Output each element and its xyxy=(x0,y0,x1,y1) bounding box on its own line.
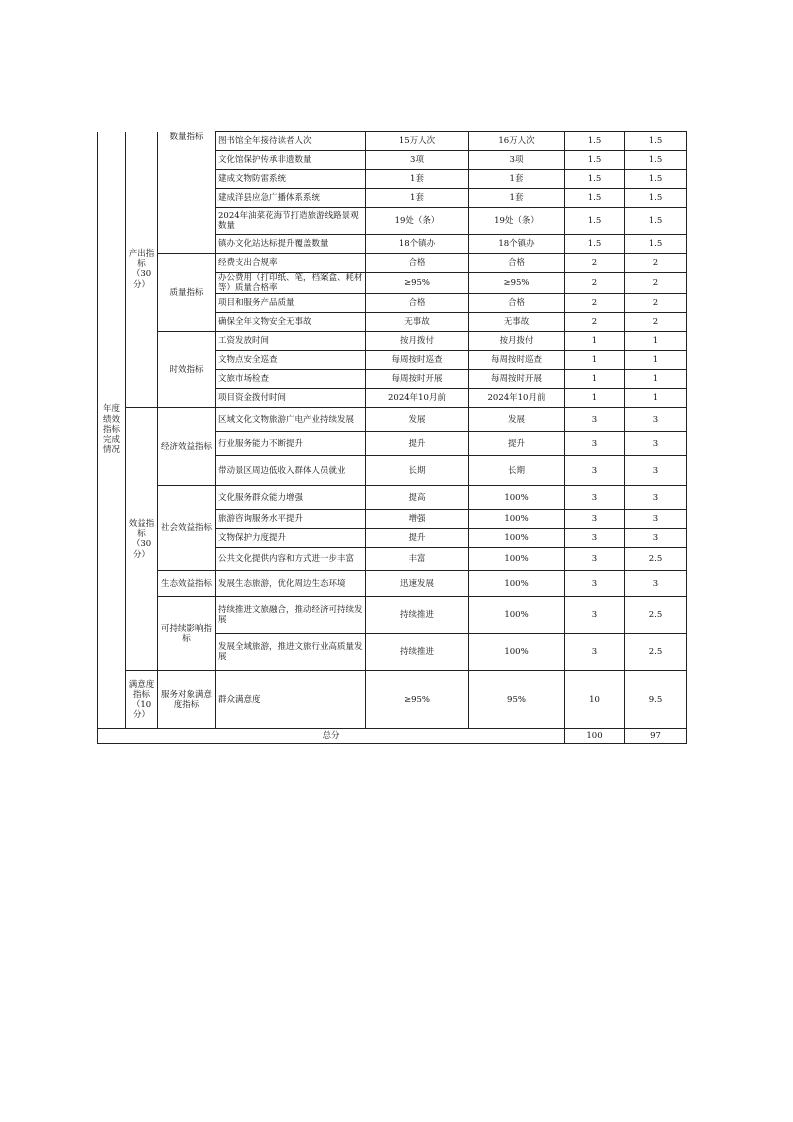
score-value: 1 xyxy=(625,332,687,351)
indicator-name: 图书馆全年接待读者人次 xyxy=(216,132,366,151)
total-weight: 100 xyxy=(565,729,625,744)
target-value: 提高 xyxy=(366,486,469,510)
score-value: 2 xyxy=(625,313,687,332)
weight-value: 3 xyxy=(565,432,625,456)
actual-value: 3项 xyxy=(469,151,565,170)
indicator-name: 行业服务能力不断提升 xyxy=(216,432,366,456)
score-value: 1.5 xyxy=(625,189,687,208)
target-value: 持续推进 xyxy=(366,597,469,634)
weight-value: 3 xyxy=(565,456,625,486)
table-row xyxy=(98,486,687,510)
actual-value: 100% xyxy=(469,548,565,571)
score-value: 3 xyxy=(625,408,687,432)
weight-value: 2 xyxy=(565,254,625,273)
subgroup-label-timeliness: 时效指标 xyxy=(158,332,216,408)
actual-value: 每周按时开展 xyxy=(469,370,565,389)
indicator-name: 建成文物防雷系统 xyxy=(216,170,366,189)
weight-value: 1.5 xyxy=(565,170,625,189)
target-value: 增强 xyxy=(366,510,469,529)
target-value: 每周按时巡查 xyxy=(366,351,469,370)
actual-value: 无事故 xyxy=(469,313,565,332)
target-value: 按月拨付 xyxy=(366,332,469,351)
score-value: 3 xyxy=(625,529,687,548)
actual-value: 100% xyxy=(469,529,565,548)
actual-value: 19处（条） xyxy=(469,208,565,235)
score-value: 1 xyxy=(625,351,687,370)
score-value: 2.5 xyxy=(625,548,687,571)
actual-value: 1套 xyxy=(469,189,565,208)
score-value: 1.5 xyxy=(625,235,687,254)
table-row xyxy=(98,671,687,729)
indicator-name: 工资发放时间 xyxy=(216,332,366,351)
weight-value: 1.5 xyxy=(565,132,625,151)
actual-value: 合格 xyxy=(469,294,565,313)
actual-value: 提升 xyxy=(469,432,565,456)
total-score: 97 xyxy=(625,729,687,744)
actual-value: 100% xyxy=(469,634,565,671)
target-value: 19处（条） xyxy=(366,208,469,235)
indicator-name: 确保全年文物安全无事故 xyxy=(216,313,366,332)
subgroup-label-quality: 质量指标 xyxy=(158,254,216,332)
score-value: 3 xyxy=(625,486,687,510)
weight-value: 3 xyxy=(565,597,625,634)
indicator-name: 镇办文化站达标提升覆盖数量 xyxy=(216,235,366,254)
subgroup-label-social: 社会效益指标 xyxy=(158,486,216,571)
target-value: 迅速发展 xyxy=(366,571,469,597)
weight-value: 1.5 xyxy=(565,151,625,170)
indicator-name: 文物保护力度提升 xyxy=(216,529,366,548)
group-label-benefit: 效益指标（30分） xyxy=(126,408,158,671)
actual-value: 2024年10月前 xyxy=(469,389,565,408)
weight-value: 2 xyxy=(565,294,625,313)
target-value: 持续推进 xyxy=(366,634,469,671)
target-value: 提升 xyxy=(366,529,469,548)
performance-indicator-table xyxy=(97,131,687,744)
score-value: 3 xyxy=(625,432,687,456)
actual-value: 100% xyxy=(469,571,565,597)
indicator-name: 区域文化文物旅游广电产业持续发展 xyxy=(216,408,366,432)
indicator-name: 持续推进文旅融合，推动经济可持续发展 xyxy=(216,597,366,634)
indicator-name: 2024年油菜花海节打造旅游线路景观数量 xyxy=(216,208,366,235)
indicator-name: 文物点安全巡查 xyxy=(216,351,366,370)
subgroup-label-sustainable: 可持续影响指标 xyxy=(158,597,216,671)
subgroup-label-service: 服务对象满意度指标 xyxy=(158,671,216,729)
indicator-name: 文化馆保护传承非遗数量 xyxy=(216,151,366,170)
target-value: ≥95% xyxy=(366,273,469,294)
score-value: 9.5 xyxy=(625,671,687,729)
weight-value: 3 xyxy=(565,571,625,597)
indicator-name: 建成洋县应急广播体系系统 xyxy=(216,189,366,208)
table-row xyxy=(98,571,687,597)
weight-value: 1 xyxy=(565,351,625,370)
score-value: 1.5 xyxy=(625,132,687,151)
actual-value: 18个镇办 xyxy=(469,235,565,254)
total-row xyxy=(98,729,687,744)
score-value: 2.5 xyxy=(625,597,687,634)
score-value: 1.5 xyxy=(625,208,687,235)
indicator-name: 项目和服务产品质量 xyxy=(216,294,366,313)
weight-value: 3 xyxy=(565,529,625,548)
table-row xyxy=(98,254,687,273)
actual-value: 100% xyxy=(469,486,565,510)
weight-value: 1.5 xyxy=(565,208,625,235)
target-value: 18个镇办 xyxy=(366,235,469,254)
weight-value: 1 xyxy=(565,370,625,389)
weight-value: 1 xyxy=(565,389,625,408)
actual-value: 16万人次 xyxy=(469,132,565,151)
weight-value: 3 xyxy=(565,486,625,510)
target-value: 15万人次 xyxy=(366,132,469,151)
target-value: 每周按时开展 xyxy=(366,370,469,389)
indicator-name: 发展生态旅游，优化周边生态环境 xyxy=(216,571,366,597)
weight-value: 1.5 xyxy=(565,235,625,254)
target-value: 发展 xyxy=(366,408,469,432)
subgroup-label-economic: 经济效益指标 xyxy=(158,408,216,486)
indicator-name: 文化服务群众能力增强 xyxy=(216,486,366,510)
indicator-name: 公共文化提供内容和方式进一步丰富 xyxy=(216,548,366,571)
score-value: 2 xyxy=(625,294,687,313)
indicator-name: 办公费用（打印纸、笔，档案盒、耗材等）质量合格率 xyxy=(216,273,366,294)
score-value: 1.5 xyxy=(625,170,687,189)
target-value: 长期 xyxy=(366,456,469,486)
table-row xyxy=(98,332,687,351)
weight-value: 3 xyxy=(565,408,625,432)
score-value: 3 xyxy=(625,456,687,486)
target-value: 1套 xyxy=(366,189,469,208)
indicator-name: 项目资金拨付时间 xyxy=(216,389,366,408)
target-value: 无事故 xyxy=(366,313,469,332)
actual-value: 发展 xyxy=(469,408,565,432)
actual-value: 合格 xyxy=(469,254,565,273)
actual-value: 100% xyxy=(469,597,565,634)
group-label-satisfaction: 满意度指标（10分） xyxy=(126,671,158,729)
weight-value: 3 xyxy=(565,634,625,671)
total-label: 总分 xyxy=(98,729,565,744)
actual-value: 每周按时巡查 xyxy=(469,351,565,370)
score-value: 1.5 xyxy=(625,151,687,170)
target-value: 2024年10月前 xyxy=(366,389,469,408)
indicator-name: 发展全域旅游，推进文旅行业高质量发展 xyxy=(216,634,366,671)
weight-value: 10 xyxy=(565,671,625,729)
subgroup-label-ecological: 生态效益指标 xyxy=(158,571,216,597)
subgroup-label-quantity: 数量指标 xyxy=(158,132,216,254)
weight-value: 1 xyxy=(565,332,625,351)
score-value: 3 xyxy=(625,571,687,597)
weight-value: 3 xyxy=(565,510,625,529)
indicator-name: 带动景区周边低收入群体人员就业 xyxy=(216,456,366,486)
table-row xyxy=(98,597,687,634)
section-label: 年度绩效指标完成情况 xyxy=(98,132,126,729)
actual-value: 长期 xyxy=(469,456,565,486)
score-value: 3 xyxy=(625,510,687,529)
table-row xyxy=(98,132,687,151)
weight-value: 3 xyxy=(565,548,625,571)
table-row xyxy=(98,408,687,432)
actual-value: 100% xyxy=(469,510,565,529)
actual-value: 按月拨付 xyxy=(469,332,565,351)
target-value: 1套 xyxy=(366,170,469,189)
target-value: 提升 xyxy=(366,432,469,456)
score-value: 2.5 xyxy=(625,634,687,671)
score-value: 1 xyxy=(625,370,687,389)
target-value: 丰富 xyxy=(366,548,469,571)
indicator-name: 文旅市场检查 xyxy=(216,370,366,389)
score-value: 1 xyxy=(625,389,687,408)
weight-value: 1.5 xyxy=(565,189,625,208)
score-value: 2 xyxy=(625,273,687,294)
group-label-output: 产出指标（30分） xyxy=(126,132,158,408)
indicator-name: 旅游咨询服务水平提升 xyxy=(216,510,366,529)
target-value: 合格 xyxy=(366,254,469,273)
target-value: 3项 xyxy=(366,151,469,170)
actual-value: 95% xyxy=(469,671,565,729)
weight-value: 2 xyxy=(565,273,625,294)
weight-value: 2 xyxy=(565,313,625,332)
actual-value: ≥95% xyxy=(469,273,565,294)
target-value: 合格 xyxy=(366,294,469,313)
actual-value: 1套 xyxy=(469,170,565,189)
score-value: 2 xyxy=(625,254,687,273)
indicator-name: 经费支出合规率 xyxy=(216,254,366,273)
indicator-name: 群众满意度 xyxy=(216,671,366,729)
target-value: ≥95% xyxy=(366,671,469,729)
